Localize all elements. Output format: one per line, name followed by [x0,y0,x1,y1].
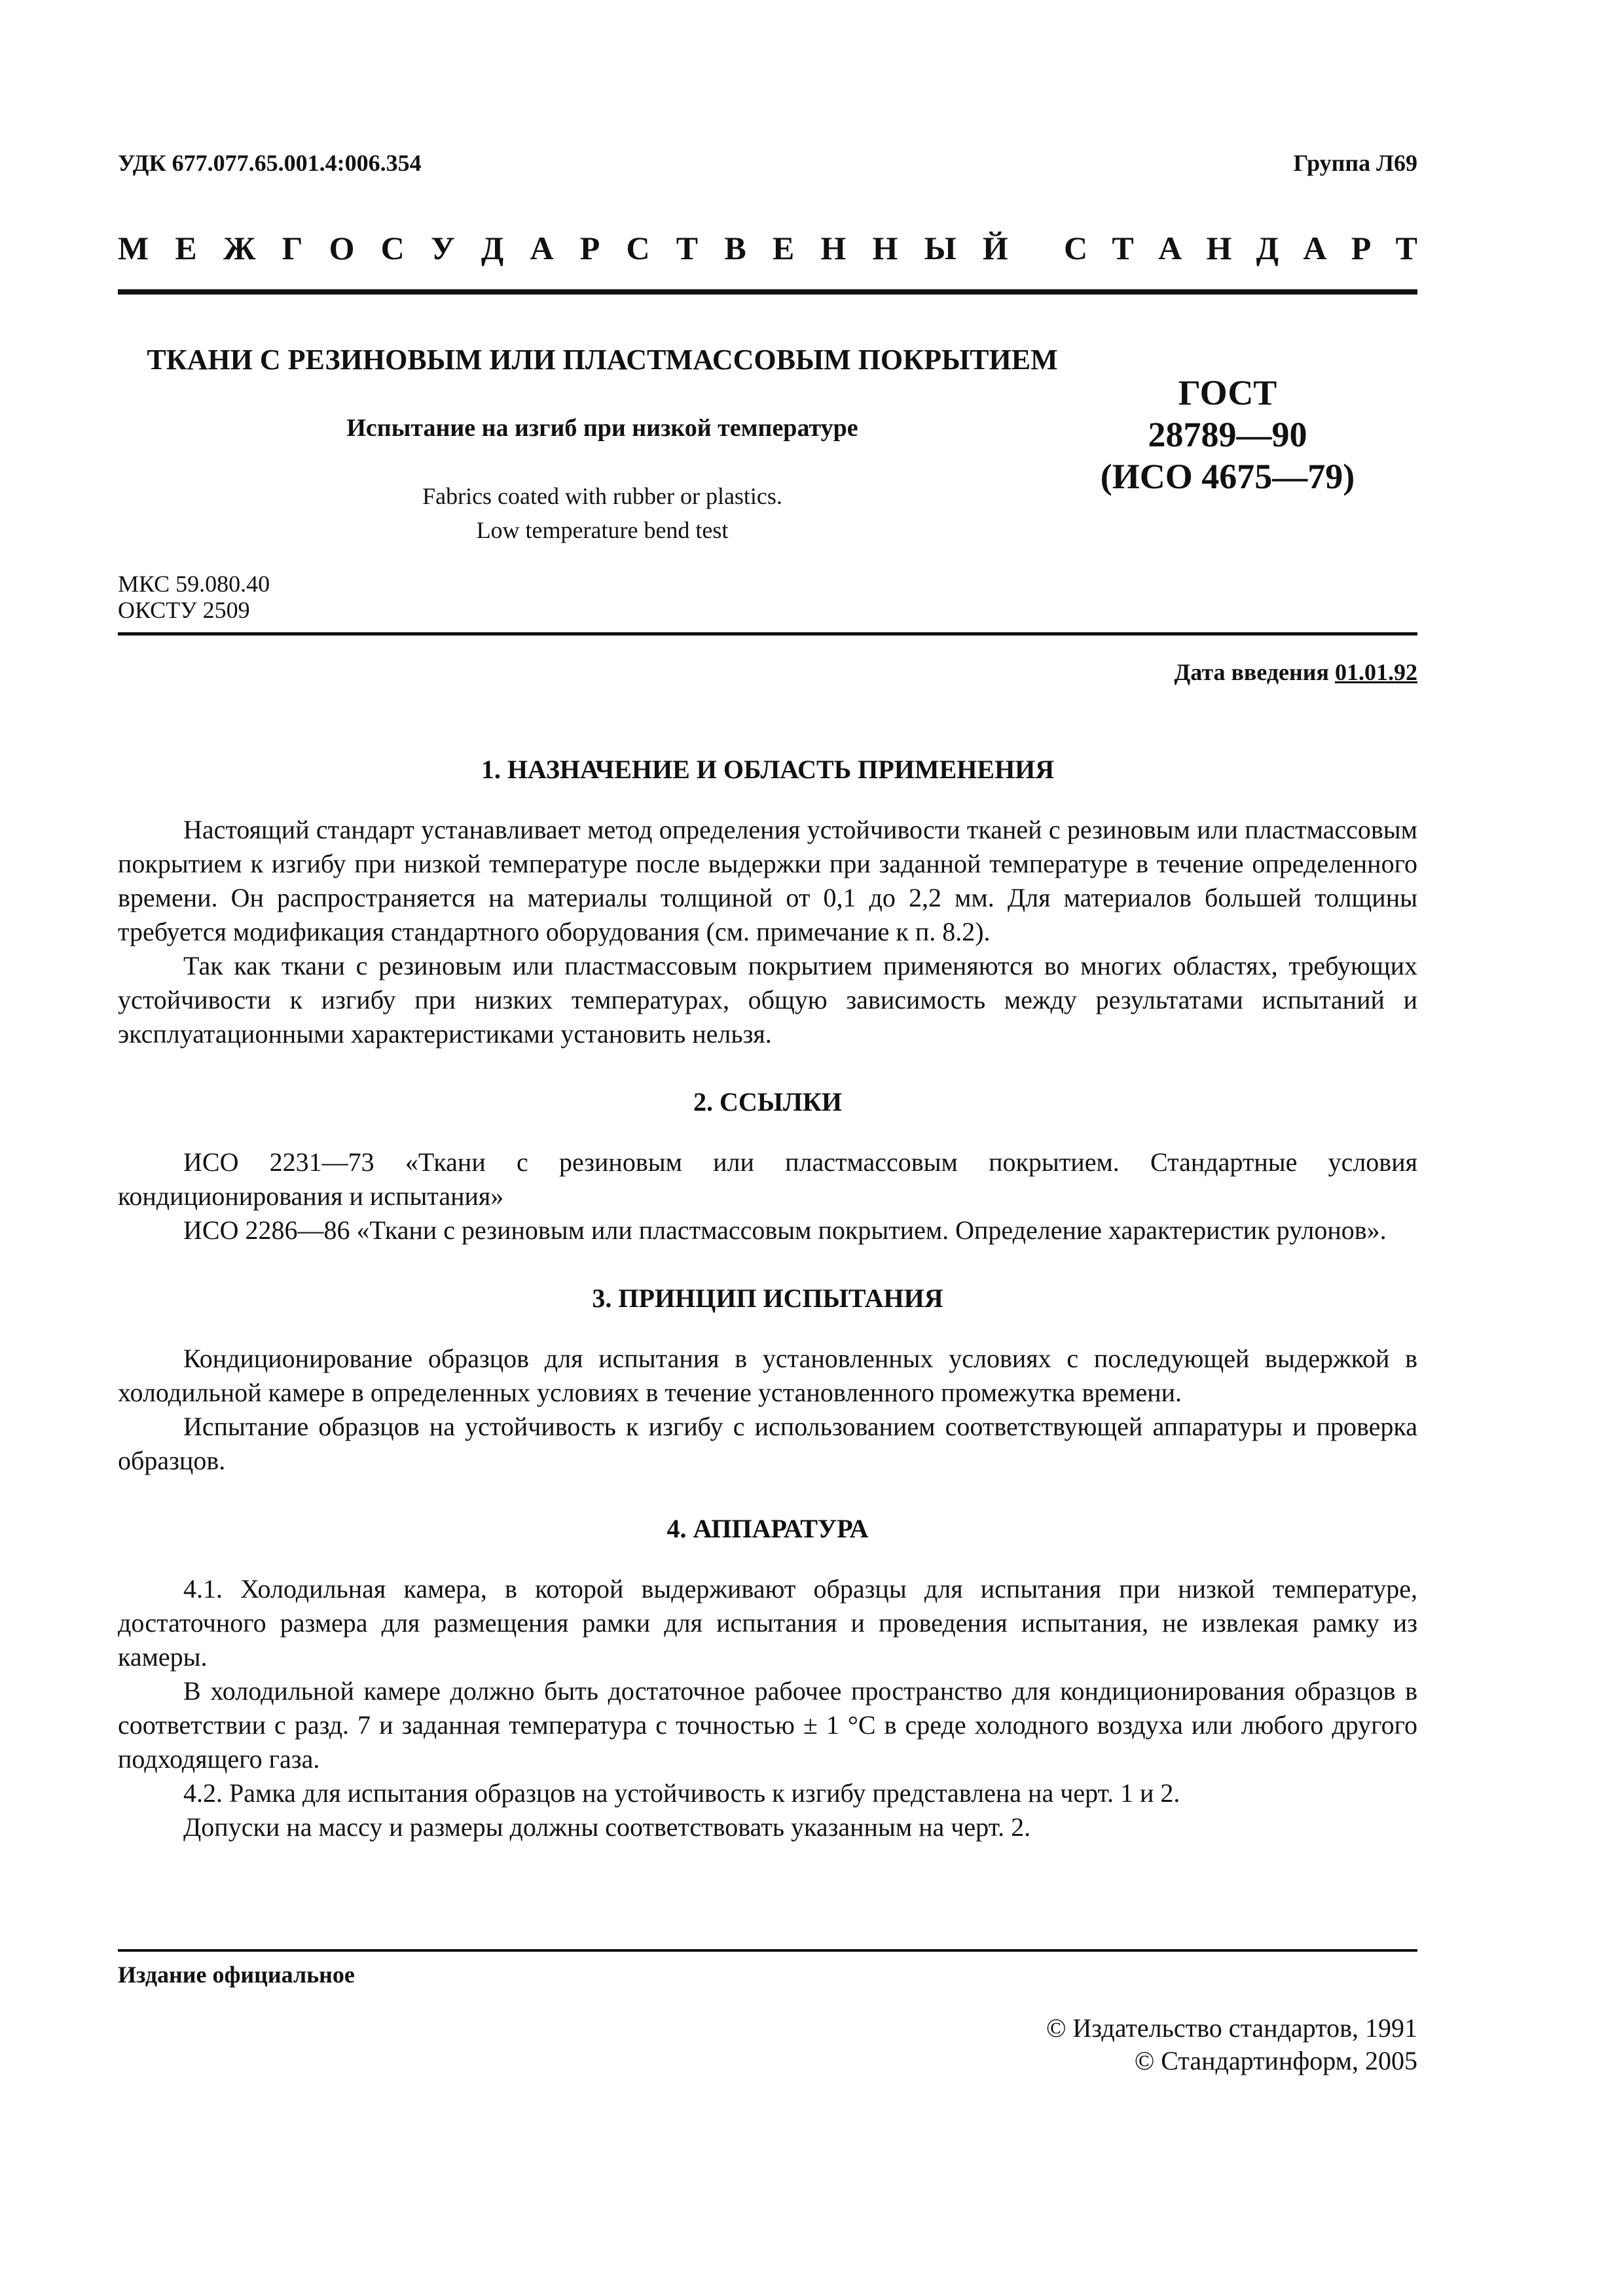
banner-letter: Р [579,230,600,266]
title-block [118,340,1087,547]
introduction-date [1175,658,1418,686]
banner-letter: А [1158,230,1182,266]
copyright-line-2: © Стандартинформ, 2005 [1134,2046,1417,2075]
mks-code: МКС 59.080.40 [118,571,270,597]
banner-letter: А [530,230,554,266]
document-subtitle: Испытание на изгиб при низкой температуре [346,414,858,442]
section-1-paragraph-1: Настоящий стандарт устанавливает метод определения устойчивости тканей с резиновым или пластмассовым покрытием к изгибу при низкой температуре после выдержки при заданной температуре в течение определенного времени. Он распространяется на материалы толщиной от 0,1 до 2,2 мм. Для материалов большей толщины требуется модификация стандартного оборудования (см. примечание к п. 8.2). [118,815,1417,946]
section-4-heading: 4. АППАРАТУРА [666,1514,869,1543]
section-4-paragraph-3: 4.2. Рамка для испытания образцов на устойчивость к изгибу представлена на черт. 1 и 2. [183,1778,1180,1808]
date-value: 01.01.92 [1335,659,1417,685]
section-4-paragraph-4: Допуски на массу и размеры должны соответствовать указанным на черт. 2. [183,1812,1031,1842]
section-2-paragraph-1: ИСО 2231—73 «Ткани с резиновым или пластмассовым покрытием. Стандартные условия кондиционирования и испытания» [118,1147,1417,1211]
gost-designation [1087,372,1368,497]
section-4-paragraph-1: 4.1. Холодильная камера, в которой выдерживают образцы для испытания при низкой температуре, достаточного размера для размещения рамки для испытания и проведения испытания, не извлекая рамку из камеры. [118,1574,1417,1672]
banner-letter: С [626,230,650,266]
document-body [118,753,1417,1844]
classification-codes [118,571,270,623]
banner-letter: О [329,230,355,266]
section-3-heading: 3. ПРИНЦИП ИСПЫТАНИЯ [592,1283,943,1313]
banner-letter: Т [1112,230,1134,266]
banner-letter: Ы [924,230,957,266]
banner-letter: Д [1256,230,1279,266]
classification-rule [118,632,1417,636]
udk-code: УДК 677.077.65.001.4:006.354 [118,150,422,176]
english-title-line-1: Fabrics coated with rubber or plastics. [422,483,782,509]
banner-letter: А [1303,230,1327,266]
banner-word-standard [1064,229,1417,267]
section-2-paragraph-2: ИСО 2286—86 «Ткани с резиновым или пластмассовым покрытием. Определение характеристик рулонов». [183,1215,1387,1245]
banner-letter: М [118,230,149,266]
banner-letter: В [724,230,746,266]
edition-label: Издание официальное [118,1962,355,1988]
section-1-heading: 1. НАЗНАЧЕНИЕ И ОБЛАСТЬ ПРИМЕНЕНИЯ [481,755,1055,784]
banner-letter: Д [481,230,504,266]
standard-banner [118,229,1417,267]
banner-letter: Й [982,230,1008,266]
english-title-line-2: Low temperature bend test [476,517,729,543]
banner-letter: Н [1206,230,1232,266]
group-code: Группа Л69 [1293,150,1417,176]
section-3-paragraph-2: Испытание образцов на устойчивость к изгибу с использованием соответствующей аппаратуры и проверка образцов. [118,1412,1417,1475]
banner-letter: Р [1351,230,1372,266]
banner-letter: Г [282,230,303,266]
okstu-code: ОКСТУ 2509 [118,597,250,623]
banner-letter: С [1064,230,1088,266]
banner-letter: Е [772,230,795,266]
footer-rule [118,1949,1417,1952]
section-4-paragraph-2: В холодильной камере должно быть достаточное рабочее пространство для кондиционирования образцов в соответствии с разд. 7 и заданная температура с точностью ± 1 °С в среде холодного воздуха или любого другого подходящего газа. [118,1676,1417,1774]
banner-letter: Е [175,230,197,266]
section-1-paragraph-2: Так как ткани с резиновым или пластмассовым покрытием применяются во многих областях, требующих устойчивости к изгибу при низких температурах, общую зависимость между результатами испытаний и эксплуатационными характеристиками установить нельзя. [118,951,1417,1049]
section-2-heading: 2. ССЫЛКИ [693,1087,842,1117]
date-label: Дата введения [1174,659,1329,685]
banner-letter: С [380,230,405,266]
banner-letter: Н [872,230,898,266]
copyright-line-1: © Издательство стандартов, 1991 [1046,2013,1417,2043]
header-rule-thick [118,289,1417,295]
english-title [118,479,1087,547]
iso-number: (ИСО 4675—79) [1100,457,1355,496]
gost-label: ГОСТ [1178,373,1277,412]
section-3-paragraph-1: Кондиционирование образцов для испытания в установленных условиях с последующей выдержкой в холодильной камере в определенных условиях в течение установленного промежутка времени. [118,1344,1417,1407]
document-title: ТКАНИ С РЕЗИНОВЫМ ИЛИ ПЛАСТМАССОВЫМ ПОКРЫТИЕМ [147,344,1058,376]
banner-letter: Ж [223,230,256,266]
banner-word-interstate [118,229,1008,267]
copyright-block [1046,2012,1417,2077]
banner-letter: Т [676,230,699,266]
gost-number: 28789—90 [1148,415,1307,454]
banner-letter: У [430,230,455,266]
banner-letter: Т [1395,230,1417,266]
banner-letter: Н [820,230,847,266]
